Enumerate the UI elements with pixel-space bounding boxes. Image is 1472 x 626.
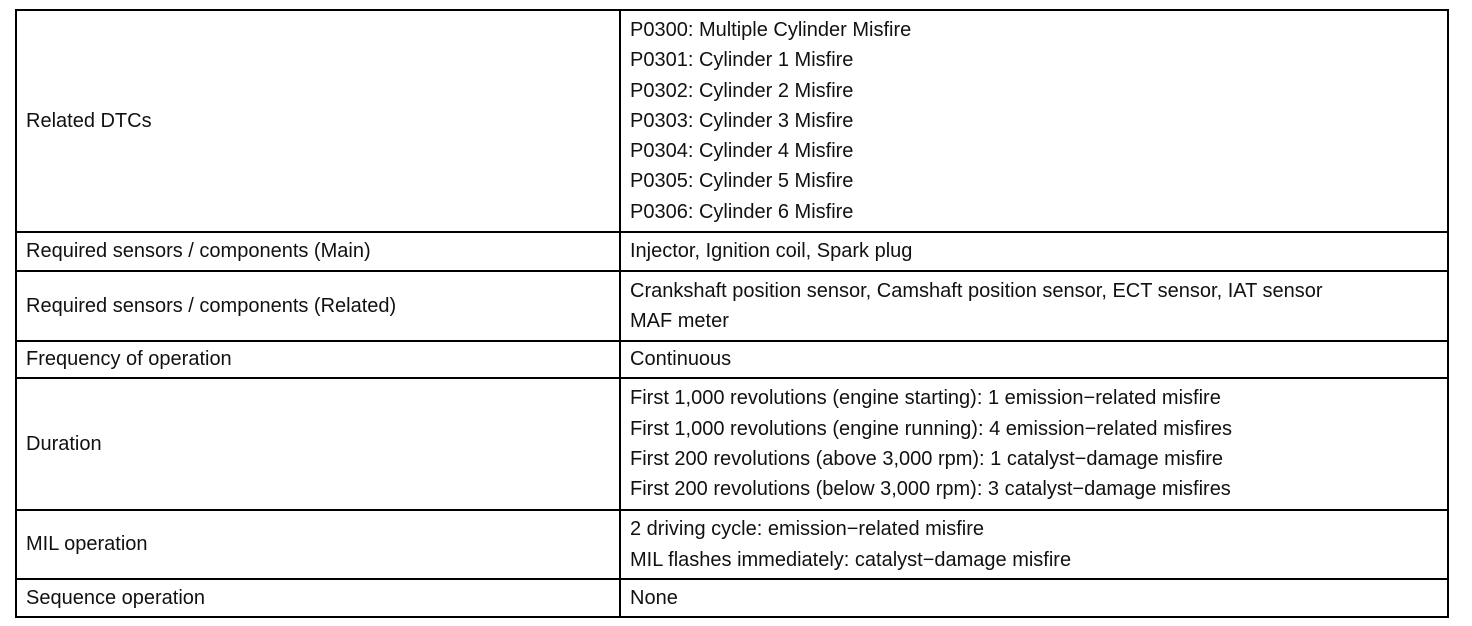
value-line: First 200 revolutions (above 3,000 rpm): 1 catalyst−damage misfire	[630, 448, 1224, 470]
row-label: Required sensors / components (Main)	[16, 232, 620, 271]
table-row-frequency	[16, 341, 1448, 378]
value-line: First 1,000 revolutions (engine starting): 1 emission−related misfire	[630, 387, 1221, 410]
row-label: Duration	[16, 378, 620, 510]
dtc-line: P0301: Cylinder 1 Misfire	[630, 49, 854, 72]
row-label: MIL operation	[16, 510, 620, 579]
row-value	[620, 378, 1448, 510]
value-line: First 200 revolutions (below 3,000 rpm): 3 catalyst−damage misfires	[630, 478, 1231, 501]
value-line: None	[630, 586, 678, 609]
table-row-main-components	[16, 232, 1448, 271]
row-value	[620, 271, 1448, 341]
value-line: Crankshaft position sensor, Camshaft position sensor, ECT sensor, IAT sensor	[630, 279, 1323, 302]
dtc-line: P0305: Cylinder 5 Misfire	[630, 170, 854, 193]
row-value	[620, 10, 1448, 232]
dtc-line: P0300: Multiple Cylinder Misfire	[630, 18, 912, 41]
table-row-related-dtcs	[16, 10, 1448, 232]
value-line: Injector, Ignition coil, Spark plug	[630, 240, 913, 263]
row-label: Related DTCs	[16, 10, 620, 232]
row-label: Sequence operation	[16, 579, 620, 617]
dtc-line: P0303: Cylinder 3 Misfire	[630, 109, 854, 132]
row-value	[620, 341, 1448, 378]
table-row-related-components	[16, 271, 1448, 341]
value-line: First 1,000 revolutions (engine running): 4 emission−related misfires	[630, 417, 1232, 440]
dtc-line: P0306: Cylinder 6 Misfire	[630, 200, 854, 223]
dtc-line: P0302: Cylinder 2 Misfire	[630, 79, 854, 102]
table-row-duration	[16, 378, 1448, 510]
value-line: 2 driving cycle: emission−related misfire	[630, 518, 985, 541]
table-row-mil-operation	[16, 510, 1448, 579]
dtc-line: P0304: Cylinder 4 Misfire	[630, 140, 854, 163]
row-label: Frequency of operation	[16, 341, 620, 378]
row-value	[620, 510, 1448, 579]
value-line: MAF meter	[630, 310, 729, 332]
monitor-spec-table	[15, 9, 1449, 618]
table-row-sequence-operation	[16, 579, 1448, 617]
row-value	[620, 579, 1448, 617]
row-label: Required sensors / components (Related)	[16, 271, 620, 341]
value-line: Continuous	[630, 348, 732, 371]
row-value	[620, 232, 1448, 271]
value-line: MIL flashes immediately: catalyst−damage misfire	[630, 548, 1072, 571]
